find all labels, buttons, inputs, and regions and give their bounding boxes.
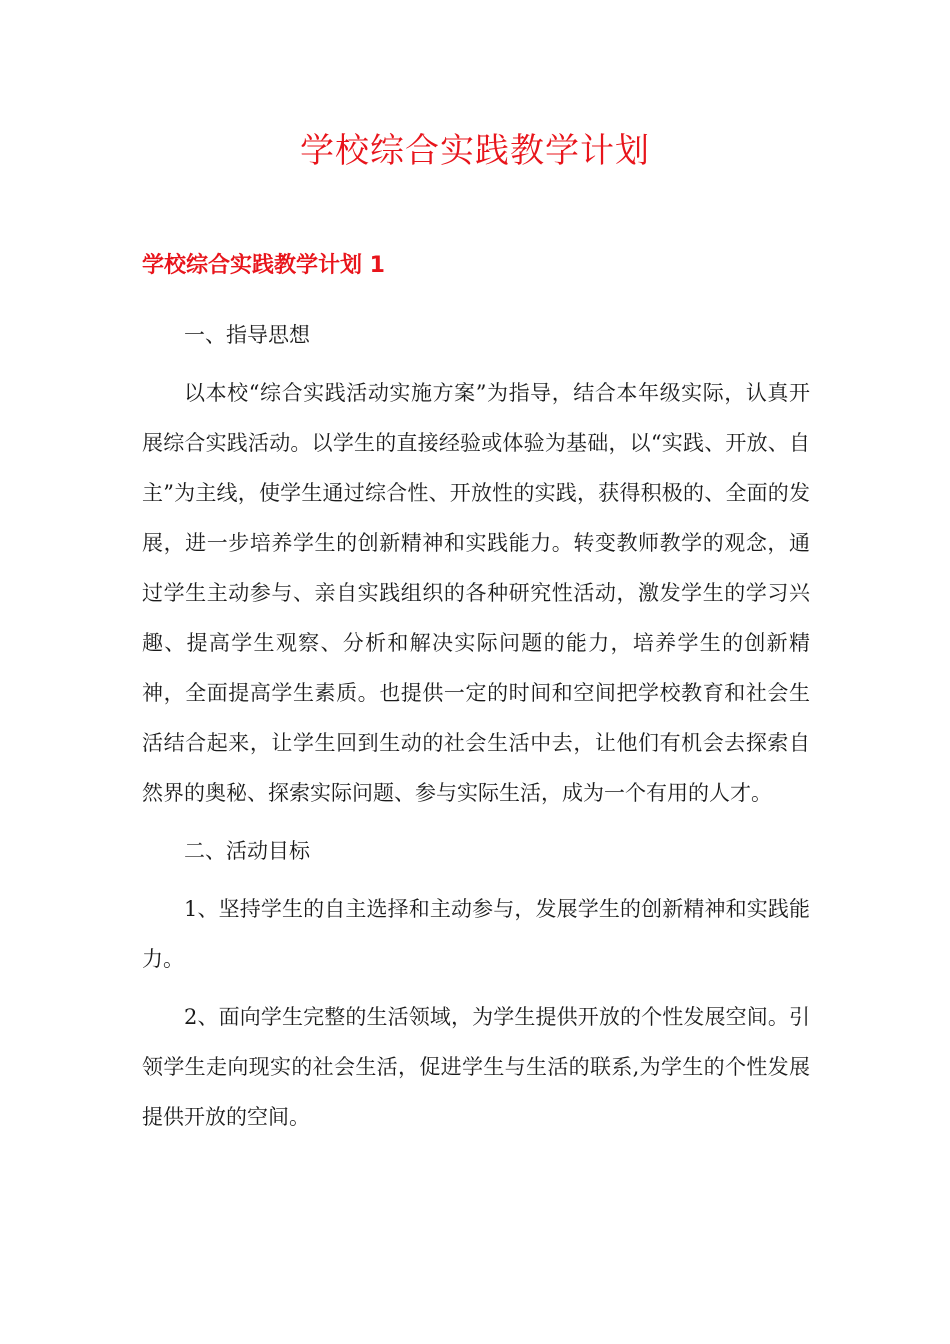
- paragraph-goal-1: 1、坚持学生的自主选择和主动参与，发展学生的创新精神和实践能力。: [142, 897, 810, 971]
- paragraph-guiding-ideology: 以本校“综合实践活动实施方案”为指导，结合本年级实际，认真开展综合实践活动。以学生的直接经验或体验为基础，以“实践、开放、自主”为主线，使学生通过综合性、开放性的实践，获得积极的、全面的发展，进一步培养学生的创新精神和实践能力。转变教师教学的观念，通过学生主动参与、亲自实践组织的各种研究性活动，激发学生的学习兴趣、提高学生观察、分析和解决实际问题的能力，培养学生的创新精神，全面提高学生素质。也提供一定的时间和空间把学校教育和社会生活结合起来，让学生回到生动的社会生活中去，让他们有机会去探索自然界的奥秘、探索实际问题、参与实际生活，成为一个有用的人才。: [142, 381, 810, 805]
- paragraph-goal-2: 2、面向学生完整的生活领域，为学生提供开放的个性发展空间。引领学生走向现实的社会生活，促进学生与生活的联系,为学生的个性发展提供开放的空间。: [142, 1005, 810, 1129]
- document-body: [142, 310, 810, 1142]
- section-heading: 学校综合实践教学计划 1: [142, 253, 385, 278]
- heading-activity-goals: 二、活动目标: [184, 839, 310, 863]
- document-title: 学校综合实践教学计划: [300, 131, 650, 171]
- heading-guiding-ideology: 一、指导思想: [184, 323, 310, 347]
